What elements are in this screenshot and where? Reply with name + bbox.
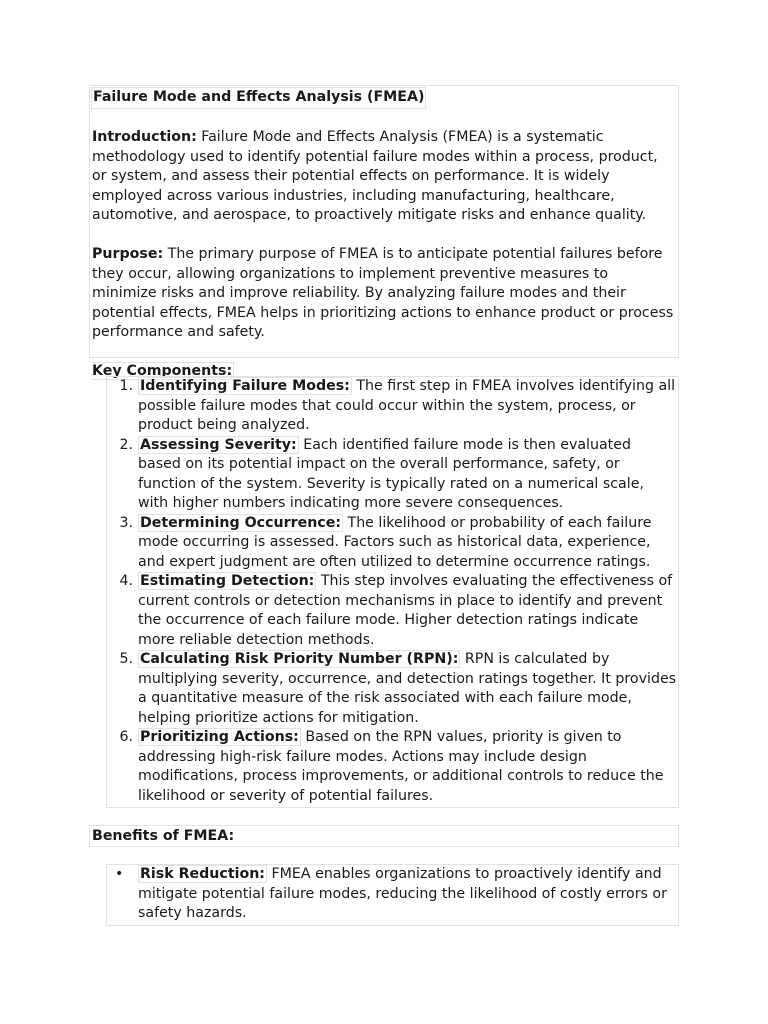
purpose-label: Purpose: <box>92 246 164 262</box>
list-item-text: This step involves evaluating the effectiveness of current controls or detection mechanisms in place to identify and prevent the occurrence of each failure mode. Higher detection ratings indicate more reliable detection methods. <box>138 573 673 648</box>
list-item-label: Identifying Failure Modes: <box>140 378 350 394</box>
bullet-icon: • <box>115 866 124 882</box>
list-item-number: 3. <box>119 514 133 531</box>
purpose-text: The primary purpose of FMEA is to anticipate potential failures before they occur, allowing organizations to implement preventive measures to minimize risks and improve reliability. By analyzing failure modes and their potential effects, FMEA helps in prioritizing actions to enhance product or process performance and safety. <box>92 246 674 340</box>
list-item <box>107 728 678 806</box>
list-item-number: 5. <box>119 651 133 667</box>
list-item <box>107 436 678 514</box>
key-components-heading-text: Key Components: <box>92 363 233 379</box>
introduction-paragraph <box>92 128 676 226</box>
list-item-text: Each identified failure mode is then evaluated based on its potential impact on the overall performance, safety, or function of the system. Severity is typically rated on a numerical scale, with higher numbers indicating more severe consequences. <box>138 436 644 511</box>
list-item-text: The likelihood or probability of each failure mode occurring is assessed. Factors such as historical data, experience, and expert judgment are often utilized to determine occurrence ratings. <box>138 514 652 570</box>
list-item <box>107 572 678 650</box>
list-item-label: Estimating Detection: <box>140 573 315 589</box>
list-item-label: Assessing Severity: <box>140 436 297 453</box>
intro-section <box>89 85 679 379</box>
benefits-heading: Benefits of FMEA: <box>92 828 235 844</box>
introduction-text: Failure Mode and Effects Analysis (FMEA) is a systematic methodology used to identify potential failure modes within a process, product, or system, and assess their potential effects on performance. It is widely employed across various industries, including manufacturing, healthcare, automotive, and aerospace, to proactively mitigate risks and enhance quality. <box>92 129 658 223</box>
list-item-number: 2. <box>119 436 133 453</box>
list-item-text: RPN is calculated by multiplying severity, occurrence, and detection ratings together. It provides a quantitative measure of the risk associated with each failure mode, helping prioritize actions for mitigation. <box>138 651 677 726</box>
key-components-list <box>106 376 679 808</box>
benefits-heading-section <box>89 825 679 847</box>
list-item-label: Calculating Risk Priority Number (RPN): <box>140 651 459 667</box>
list-item-label: Determining Occurrence: <box>140 514 342 531</box>
list-item-number: 4. <box>119 573 133 589</box>
benefits-list <box>106 864 679 926</box>
introduction-label: Introduction: <box>92 129 197 145</box>
list-item <box>107 514 678 573</box>
purpose-paragraph <box>92 245 676 343</box>
list-item-text: The first step in FMEA involves identifying all possible failure modes that could occur within the system, process, or product being analyzed. <box>138 378 676 433</box>
document-title: Failure Mode and Effects Analysis (FMEA) <box>91 87 426 109</box>
list-item <box>107 650 678 728</box>
list-item-label: Prioritizing Actions: <box>140 729 299 745</box>
list-item-label: Risk Reduction: <box>140 866 265 882</box>
list-item <box>107 865 678 924</box>
list-item <box>107 377 678 436</box>
list-item-text: Based on the RPN values, priority is given to addressing high-risk failure modes. Actions may include design modifications, process improvements, or additional controls to reduce the likelihood or severity of potential failures. <box>138 729 664 804</box>
list-item-text: FMEA enables organizations to proactively identify and mitigate potential failure modes, reducing the likelihood of costly errors or safety hazards. <box>138 866 667 921</box>
list-item-number: 1. <box>119 378 133 394</box>
list-item-number: 6. <box>119 729 133 745</box>
